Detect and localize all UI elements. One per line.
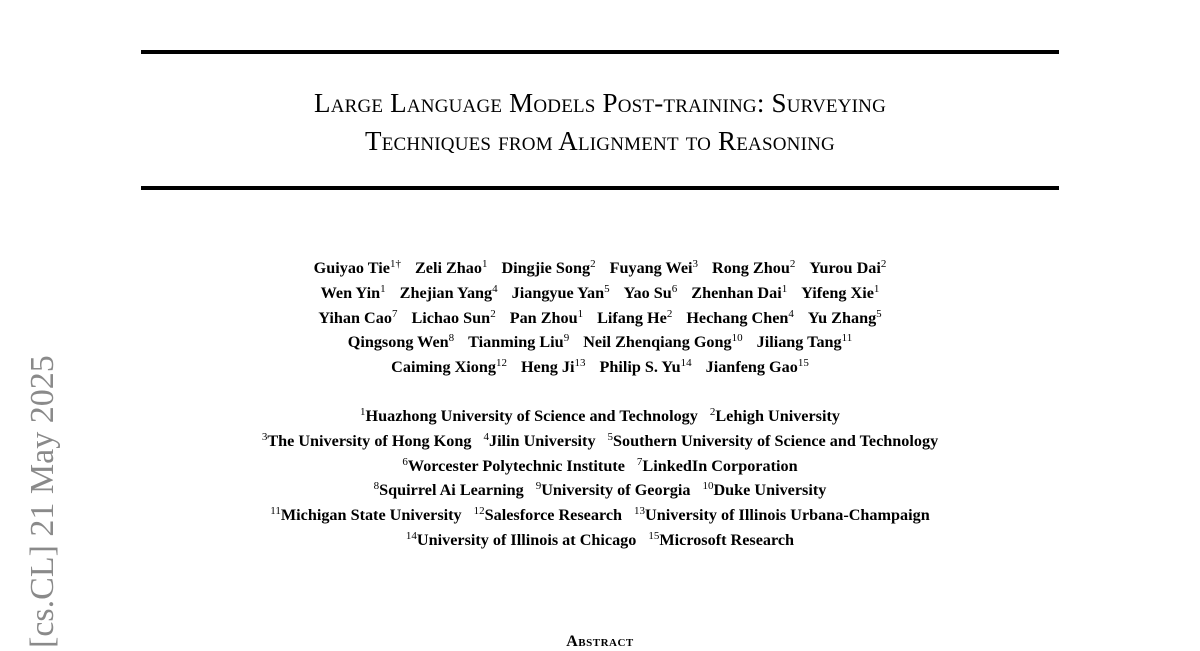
author-name: Lichao Sun bbox=[411, 308, 491, 327]
title-bottom-rule bbox=[141, 186, 1059, 190]
author bbox=[809, 256, 886, 281]
author-line bbox=[141, 281, 1059, 306]
author-list bbox=[141, 256, 1059, 380]
author-affiliation-marker: 9 bbox=[563, 332, 570, 345]
affiliation-number: 3 bbox=[261, 430, 268, 443]
author bbox=[318, 306, 397, 331]
affiliation-name: LinkedIn Corporation bbox=[642, 456, 798, 475]
affiliation-name: Duke University bbox=[713, 481, 827, 500]
affiliation bbox=[474, 503, 622, 528]
author-affiliation-marker: 1 bbox=[577, 307, 584, 320]
author-name: Yurou Dai bbox=[809, 259, 881, 277]
author-line bbox=[141, 330, 1059, 355]
affiliation-number: 14 bbox=[405, 529, 417, 542]
author-name: Wen Yin bbox=[320, 283, 381, 302]
author bbox=[501, 256, 595, 281]
author bbox=[415, 256, 488, 281]
author-name: Guiyao Tie bbox=[313, 259, 390, 277]
affiliation bbox=[360, 404, 698, 429]
affiliation bbox=[637, 454, 798, 479]
author-name: Neil Zhenqiang Gong bbox=[583, 333, 732, 352]
affiliation-name: Huazhong University of Science and Technology bbox=[365, 407, 698, 425]
author-affiliation-marker: 15 bbox=[797, 357, 809, 370]
author-name: Jianfeng Gao bbox=[705, 358, 798, 377]
author-affiliation-marker: 13 bbox=[574, 357, 586, 370]
author-name: Zhenhan Dai bbox=[691, 283, 782, 302]
author-affiliation-marker: 2 bbox=[490, 307, 496, 320]
affiliation-line bbox=[141, 528, 1059, 553]
affiliation bbox=[406, 528, 636, 553]
affiliation-name: University of Illinois at Chicago bbox=[416, 530, 637, 549]
author-affiliation-marker: 4 bbox=[492, 282, 498, 295]
affiliation bbox=[270, 503, 461, 528]
affiliation-name: Southern University of Science and Technology bbox=[613, 431, 939, 450]
author-name: Tianming Liu bbox=[468, 333, 564, 352]
author-name: Rong Zhou bbox=[712, 259, 790, 277]
affiliation bbox=[262, 429, 472, 454]
author bbox=[314, 256, 401, 281]
affiliation-name: Squirrel Ai Learning bbox=[379, 481, 524, 500]
affiliation bbox=[374, 478, 524, 503]
author-line bbox=[141, 355, 1059, 380]
affiliation-number: 2 bbox=[709, 406, 716, 418]
author-affiliation-marker: 4 bbox=[788, 307, 794, 320]
author-name: Heng Ji bbox=[520, 358, 575, 377]
author-affiliation-marker: 2 bbox=[666, 307, 673, 320]
affiliation-number: 10 bbox=[702, 480, 714, 493]
author-affiliation-marker: 10 bbox=[731, 332, 743, 345]
author-affiliation-marker: 6 bbox=[671, 282, 678, 295]
author-affiliation-marker: 1 bbox=[481, 258, 488, 270]
affiliation bbox=[483, 429, 595, 454]
author bbox=[712, 256, 795, 281]
affiliation bbox=[402, 454, 625, 479]
title-top-rule bbox=[141, 50, 1059, 54]
paper-title-line-1: Large Language Models Post-training: Surveying bbox=[314, 88, 886, 118]
author-affiliation-marker: 1 bbox=[873, 282, 880, 295]
arxiv-side-stamp: [cs.CL] 21 May 2025 bbox=[24, 355, 61, 648]
affiliation-number: 12 bbox=[473, 505, 485, 518]
author-affiliation-marker: 7 bbox=[391, 307, 398, 320]
affiliation bbox=[536, 478, 691, 503]
author bbox=[801, 281, 879, 306]
author bbox=[808, 306, 882, 331]
affiliation-list bbox=[141, 404, 1059, 553]
author bbox=[321, 281, 386, 306]
affiliation bbox=[648, 528, 794, 553]
author-affiliation-marker: 2 bbox=[880, 258, 887, 270]
author-name: Yifeng Xie bbox=[801, 283, 874, 302]
author-affiliation-marker: 14 bbox=[680, 357, 692, 370]
affiliation-line bbox=[141, 404, 1059, 429]
author bbox=[468, 330, 569, 355]
affiliation-name: Lehigh University bbox=[715, 407, 840, 425]
author bbox=[411, 306, 495, 331]
abstract-heading: Abstract bbox=[566, 633, 634, 650]
author bbox=[512, 281, 610, 306]
affiliation bbox=[710, 404, 840, 429]
affiliation-name: Microsoft Research bbox=[659, 530, 795, 549]
affiliation-name: Salesforce Research bbox=[484, 506, 623, 525]
author bbox=[597, 306, 672, 331]
author-name: Zhejian Yang bbox=[399, 283, 493, 302]
author-name: Jiangyue Yan bbox=[511, 283, 605, 302]
author bbox=[691, 281, 787, 306]
affiliation-name: Michigan State University bbox=[280, 506, 462, 525]
affiliation-line bbox=[141, 454, 1059, 479]
author-affiliation-marker: 1† bbox=[389, 258, 401, 270]
affiliation-name: Jilin University bbox=[488, 431, 596, 450]
author bbox=[510, 306, 583, 331]
author-line bbox=[141, 256, 1059, 281]
author-affiliation-marker: 5 bbox=[604, 282, 610, 295]
author-affiliation-marker: 12 bbox=[495, 357, 507, 370]
author bbox=[400, 281, 498, 306]
author-line bbox=[141, 306, 1059, 331]
affiliation-name: Worcester Polytechnic Institute bbox=[407, 456, 625, 475]
affiliation-line bbox=[141, 478, 1059, 503]
author-name: Dingjie Song bbox=[501, 259, 591, 277]
author-name: Qingsong Wen bbox=[347, 333, 449, 352]
author-name: Caiming Xiong bbox=[391, 358, 496, 377]
author-name: Hechang Chen bbox=[686, 308, 789, 327]
author-affiliation-marker: 1 bbox=[380, 282, 386, 295]
affiliation-line bbox=[141, 503, 1059, 528]
affiliation-number: 13 bbox=[634, 505, 646, 518]
author-name: Yao Su bbox=[623, 283, 672, 302]
affiliation-number: 8 bbox=[373, 480, 380, 493]
author-affiliation-marker: 3 bbox=[692, 258, 698, 270]
author-name: Lifang He bbox=[597, 308, 667, 327]
affiliation-line bbox=[141, 429, 1059, 454]
affiliation-number: 6 bbox=[402, 455, 408, 468]
author bbox=[348, 330, 454, 355]
author-affiliation-marker: 1 bbox=[781, 282, 788, 295]
affiliation bbox=[608, 429, 939, 454]
author bbox=[686, 306, 794, 331]
author bbox=[599, 355, 691, 380]
author bbox=[757, 330, 853, 355]
author bbox=[391, 355, 507, 380]
author bbox=[610, 256, 698, 281]
affiliation-number: 15 bbox=[648, 529, 660, 542]
affiliation-number: 1 bbox=[360, 406, 366, 418]
author-affiliation-marker: 2 bbox=[789, 258, 796, 270]
author-name: Yu Zhang bbox=[807, 308, 877, 327]
affiliation-number: 7 bbox=[636, 455, 643, 468]
affiliation-number: 9 bbox=[535, 480, 542, 493]
affiliation-name: University of Georgia bbox=[541, 481, 691, 500]
affiliation-number: 11 bbox=[270, 505, 281, 518]
author-affiliation-marker: 2 bbox=[590, 258, 596, 270]
affiliation-name: University of Illinois Urbana-Champaign bbox=[645, 506, 930, 525]
affiliation bbox=[702, 478, 826, 503]
author-name: Yihan Cao bbox=[318, 308, 392, 327]
affiliation-number: 5 bbox=[607, 430, 614, 443]
author bbox=[706, 355, 809, 380]
author-name: Pan Zhou bbox=[509, 308, 578, 327]
author-affiliation-marker: 8 bbox=[448, 332, 455, 345]
author-name: Zeli Zhao bbox=[414, 259, 482, 277]
affiliation bbox=[634, 503, 930, 528]
author-affiliation-marker: 5 bbox=[876, 307, 882, 320]
author bbox=[583, 330, 742, 355]
author bbox=[624, 281, 678, 306]
affiliation-name: The University of Hong Kong bbox=[267, 431, 472, 450]
paper-title-line-2: Techniques from Alignment to Reasoning bbox=[365, 126, 835, 156]
author-affiliation-marker: 11 bbox=[841, 332, 853, 345]
author-name: Jiliang Tang bbox=[756, 333, 842, 352]
author-name: Fuyang Wei bbox=[609, 259, 693, 277]
author bbox=[521, 355, 586, 380]
author-name: Philip S. Yu bbox=[599, 358, 681, 377]
affiliation-number: 4 bbox=[483, 430, 489, 443]
